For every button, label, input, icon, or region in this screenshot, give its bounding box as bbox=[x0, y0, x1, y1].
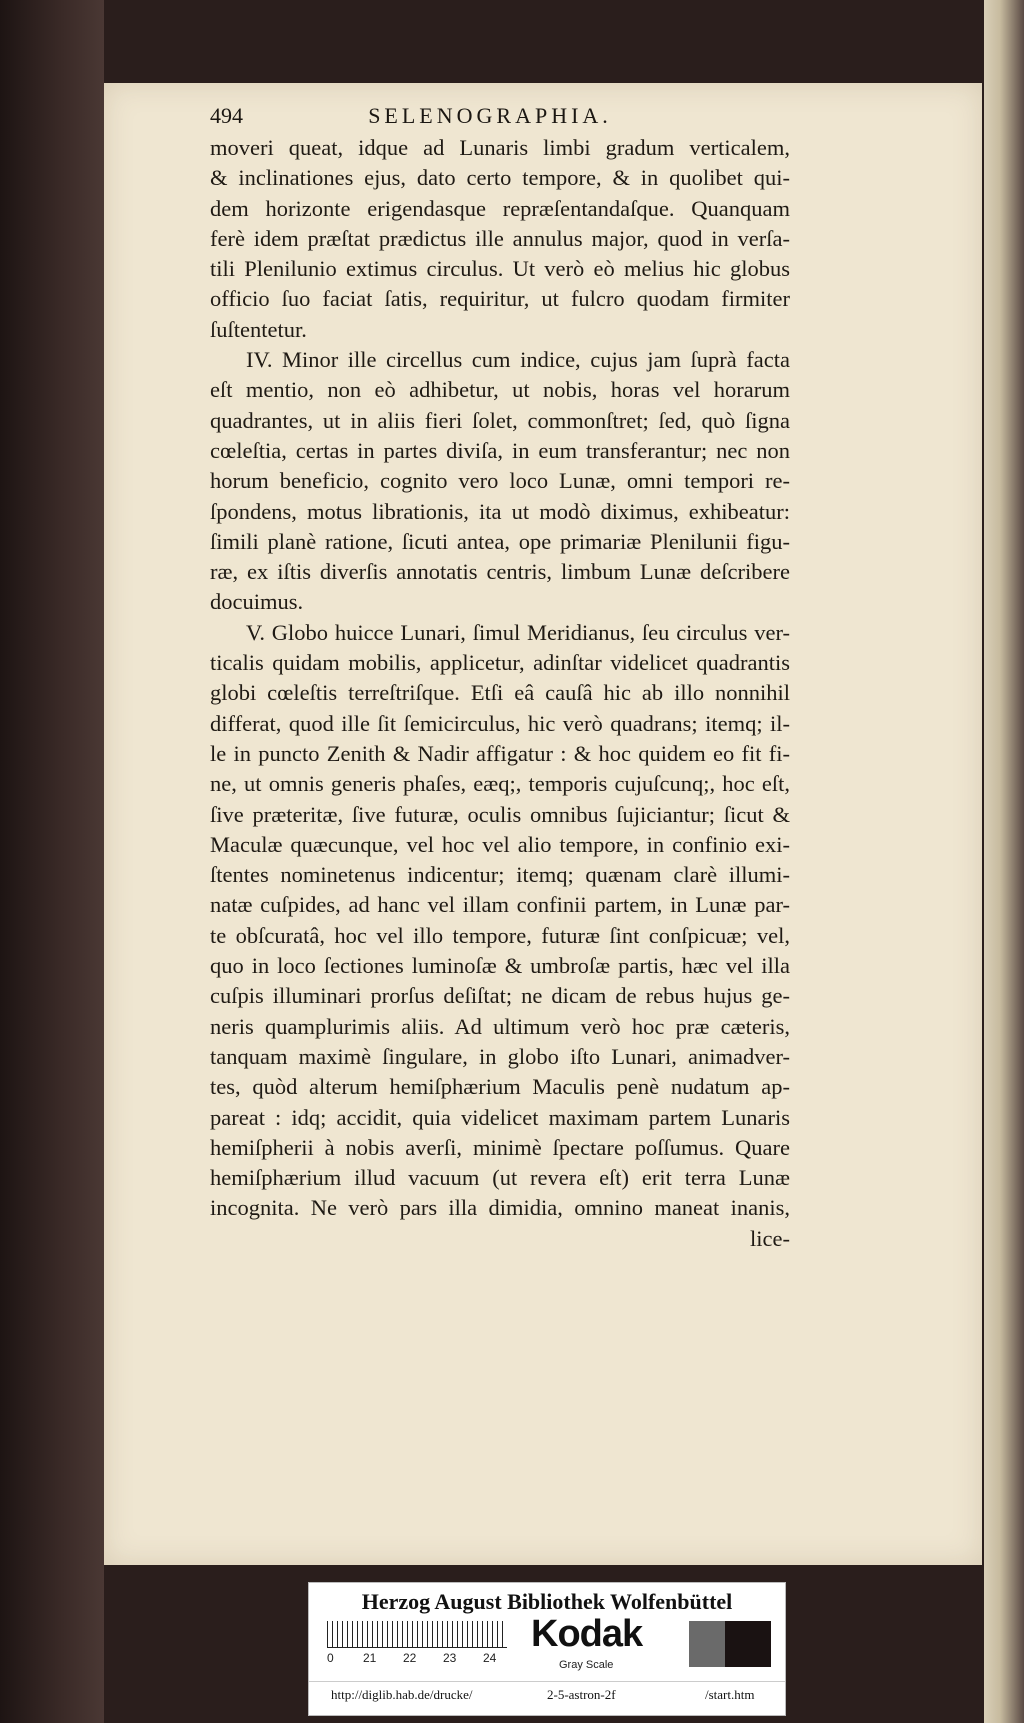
scale-ruler bbox=[327, 1621, 507, 1648]
text-line: tanquam maximè ſingulare, in globo iſto Lunari, animadver- bbox=[210, 1043, 790, 1069]
text-line: cœleſtia, certas in partes diviſa, in eum transferantur; nec non bbox=[210, 437, 790, 463]
text-line: neris quamplurimis aliis. Ad ultimum verò hoc præ cæteris, bbox=[210, 1013, 790, 1039]
ruler-number: 23 bbox=[443, 1651, 457, 1665]
text-line: moveri queat, idque ad Lunaris limbi gradum verticalem, bbox=[210, 135, 790, 160]
url-left: http://diglib.hab.de/drucke/ bbox=[331, 1687, 473, 1702]
color-target-card bbox=[308, 1582, 786, 1716]
text-line: hemiſphærium illud vacuum (ut revera eſt) erit terra Lunæ bbox=[210, 1165, 790, 1191]
ruler-number: 22 bbox=[403, 1651, 417, 1665]
text-line: officio ſuo faciat ſatis, requiritur, ut fulcro quodam firmiter bbox=[210, 286, 790, 312]
text-line: ſpondens, motus librationis, ita ut modò diximus, exhibeatur: bbox=[210, 498, 790, 524]
text-line: ticalis quidam mobilis, applicetur, adinſtar videlicet quadrantis bbox=[210, 650, 790, 676]
text-line: incognita. Ne verò pars illa dimidia, omnino maneat inanis, bbox=[210, 1195, 790, 1221]
text-line: ſuſtentetur. bbox=[210, 316, 307, 342]
ruler-number: 0 bbox=[327, 1651, 334, 1665]
body-text bbox=[210, 133, 790, 1254]
text-line: horum beneficio, cognito vero loco Lunæ, omni tempori re- bbox=[210, 468, 790, 494]
text-line: dem horizonte erigendasque repræſentandaſque. Quanquam bbox=[210, 195, 790, 221]
text-line: tes, quòd alterum hemiſphærium Maculis penè nudatum ap- bbox=[210, 1074, 790, 1100]
text-line: Maculæ quæcunque, vel hoc vel alio tempore, in confinio exi- bbox=[210, 831, 790, 857]
text-line: natæ cuſpides, ad hanc vel illam confinii partem, in Lunæ par- bbox=[210, 892, 790, 918]
running-title: SELENOGRAPHIA. bbox=[368, 103, 612, 128]
text-line: quadrantes, ut in aliis fieri ſolet, commonſtret; ſed, quò ſigna bbox=[210, 407, 790, 433]
text-line: le in puncto Zenith & Nadir affigatur : & hoc quidem eo fit fi- bbox=[210, 740, 790, 766]
text-line: ne, ut omnis generis phaſes, eæq;, temporis cujuſcunq;, hoc eſt, bbox=[210, 771, 790, 797]
section-v-start: V. Globo huicce Lunari, ſimul Meridianus, ſeu circulus ver- bbox=[246, 619, 790, 645]
text-line: docuimus. bbox=[210, 589, 304, 615]
ruler-number: 21 bbox=[363, 1651, 377, 1665]
url-middle: 2-5-astron-2f bbox=[547, 1687, 616, 1702]
text-line: & inclinationes ejus, dato certo tempore, & in quolibet qui- bbox=[210, 165, 790, 191]
adjacent-page-edge bbox=[984, 0, 1024, 1723]
ruler-number: 24 bbox=[483, 1651, 497, 1665]
divider bbox=[309, 1681, 785, 1682]
page-number: 494 bbox=[210, 103, 243, 128]
text-line: tili Plenilunio extimus circulus. Ut verò eò melius hic globus bbox=[210, 256, 790, 282]
text-line: te obſcuratâ, hoc vel illo tempore, futuræ ſint conſpicuæ; vel, bbox=[210, 922, 790, 948]
text-line: ſimili planè ratione, ſicuti antea, ope primariæ Plenilunii figu- bbox=[210, 528, 790, 554]
kodak-logo: Kodak bbox=[531, 1613, 643, 1655]
text-line: ſive præteritæ, ſive futuræ, oculis omnibus ſujiciantur; ſicut & bbox=[210, 801, 790, 827]
text-line: eſt mentio, non eò adhibetur, ut nobis, horas vel horarum bbox=[210, 377, 790, 403]
text-line: differat, quod ille ſit ſemicirculus, hic verò quadrans; itemq; il- bbox=[210, 710, 790, 736]
gray-patch bbox=[689, 1621, 725, 1667]
page-header bbox=[210, 103, 770, 133]
text-line: globi cœleſtis terreſtriſque. Etſi eâ cauſâ hic ab illo nonnihil bbox=[210, 680, 790, 706]
text-line: cuſpis illuminari prorſus deſiſtat; ne dicam de rebus hujus ge- bbox=[210, 983, 790, 1009]
scan-background-left bbox=[0, 0, 104, 1723]
text-line: ſtentes nominetenus indicentur; itemq; quænam clarè illumi- bbox=[210, 862, 790, 888]
text-line: hemiſpherii à nobis averſi, minimè ſpectare poſſumus. Quare bbox=[210, 1134, 790, 1160]
gray-scale-label: Gray Scale bbox=[559, 1659, 614, 1671]
text-line: ræ, ex iſtis diverſis annotatis centris, limbum Lunæ deſcribere bbox=[210, 559, 790, 585]
text-line: ferè idem præſtat prædictus ille annulus major, quod in verſa- bbox=[210, 225, 790, 251]
library-name: Herzog August Bibliothek Wolfenbüttel bbox=[361, 1589, 733, 1614]
url-right: /start.htm bbox=[705, 1687, 755, 1702]
text-line: quo in loco ſectiones luminoſæ & umbroſæ partis, hæc vel illa bbox=[210, 953, 790, 979]
text-line: pareat : idq; accidit, quia videlicet maximam partem Lunaris bbox=[210, 1104, 790, 1130]
black-patch bbox=[725, 1621, 771, 1667]
section-iv-start: IV. Minor ille circellus cum indice, cujus jam ſuprà facta bbox=[246, 347, 790, 373]
catchword: lice- bbox=[750, 1225, 790, 1251]
ruler-numbers bbox=[327, 1651, 537, 1667]
